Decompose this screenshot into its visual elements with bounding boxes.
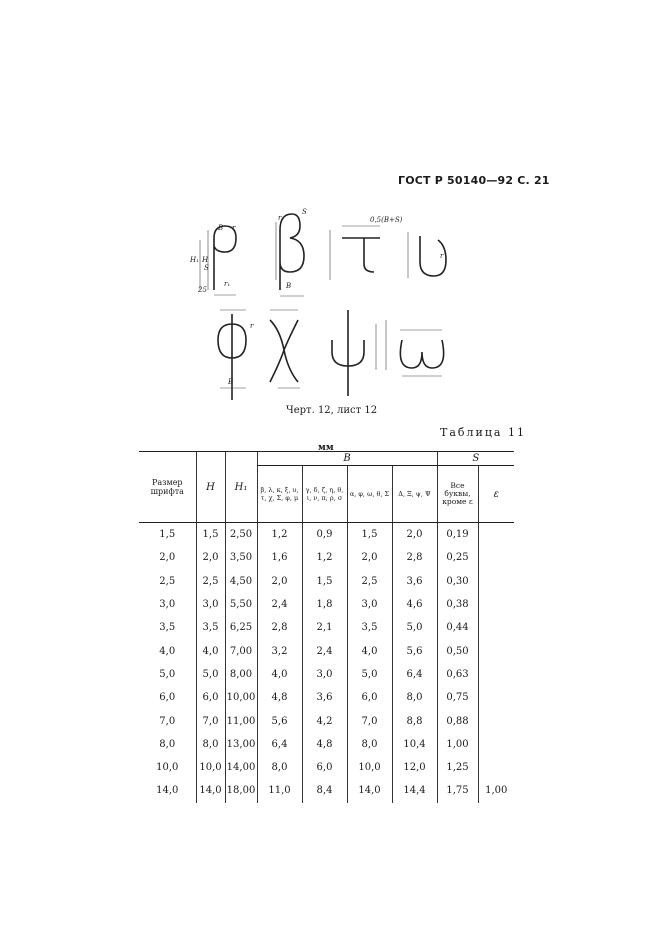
- letter-construction-drawing: [180, 200, 480, 400]
- fig-label: H₁: [190, 256, 199, 264]
- table-cell: 1,75: [437, 779, 478, 802]
- table-cell: 4,0: [159, 645, 176, 657]
- table-cell: 1,5: [196, 523, 225, 547]
- psi-glyph: [332, 310, 364, 396]
- table-cell: 0,88: [437, 709, 478, 732]
- table-cell: 8,0: [257, 756, 302, 779]
- fig-label: B: [218, 224, 224, 232]
- fig-label: r: [250, 322, 254, 330]
- col-group-S: S: [437, 452, 514, 466]
- table-row: [139, 546, 514, 569]
- table-cell: 0,19: [437, 523, 478, 547]
- table-cell: 0,30: [437, 570, 478, 593]
- table-cell: 0,63: [437, 663, 478, 686]
- table-cell: 2,4: [302, 639, 347, 662]
- table-row: [139, 616, 514, 639]
- table-cell: 1,00: [478, 779, 514, 802]
- table-cell: 14,0: [156, 785, 179, 797]
- table-cell: 2,4: [257, 593, 302, 616]
- fig-label: r: [440, 252, 444, 260]
- table-cell: 14,4: [392, 779, 437, 802]
- table-cell: 2,1: [302, 616, 347, 639]
- table-cell: 0,9: [302, 523, 347, 547]
- table-row: [139, 593, 514, 616]
- table-cell: [478, 756, 514, 779]
- table-row: [139, 663, 514, 686]
- tau-glyph: [342, 238, 380, 272]
- table-cell: 3,6: [392, 570, 437, 593]
- table-cell: 7,0: [347, 709, 392, 732]
- table-cell: 4,8: [302, 733, 347, 756]
- table-cell: 1,5: [302, 570, 347, 593]
- table-row: [139, 733, 514, 756]
- table-cell: 4,6: [392, 593, 437, 616]
- table-body: [139, 523, 514, 803]
- table-row: [139, 779, 514, 802]
- figure-caption: Черт. 12, лист 12: [286, 405, 378, 416]
- table-cell: 3,5: [196, 616, 225, 639]
- table-row: [139, 756, 514, 779]
- col-s2: ε: [478, 466, 514, 523]
- table-cell: 11,0: [257, 779, 302, 802]
- table-cell: 2,0: [159, 552, 176, 564]
- fig-label: r₁: [278, 214, 285, 222]
- omega-glyph: [400, 340, 443, 368]
- table-cell: [478, 570, 514, 593]
- page-header: ГОСТ Р 50140—92 С. 21: [398, 174, 550, 187]
- table-cell: 0,44: [437, 616, 478, 639]
- table-cell: 5,6: [392, 639, 437, 662]
- table-cell: 12,0: [392, 756, 437, 779]
- table-cell: 3,50: [225, 546, 257, 569]
- col-size: Размер шрифта: [139, 452, 196, 523]
- table-cell: 10,0: [156, 762, 179, 774]
- table-cell: 6,4: [392, 663, 437, 686]
- table-cell: 4,8: [257, 686, 302, 709]
- table-row: [139, 570, 514, 593]
- table-cell: 5,6: [257, 709, 302, 732]
- table-cell: 6,0: [159, 692, 176, 704]
- col-b2: γ, δ, ζ, η, θ, ι, ν, π, ρ, σ: [302, 466, 347, 523]
- table-cell: 5,0: [196, 663, 225, 686]
- table-cell: 11,00: [225, 709, 257, 732]
- table-title: Таблица 11: [440, 426, 526, 439]
- col-b1: β, λ, κ, ξ, υ, τ, χ, Σ, φ, μ: [257, 466, 302, 523]
- table-cell: 3,6: [302, 686, 347, 709]
- table-cell: 8,00: [225, 663, 257, 686]
- table-cell: 14,0: [196, 779, 225, 802]
- table-cell: 2,5: [159, 575, 176, 587]
- table-cell: 1,00: [437, 733, 478, 756]
- table-cell: [478, 709, 514, 732]
- col-H1: H₁: [225, 452, 257, 523]
- fig-label: r: [232, 224, 236, 232]
- table-cell: 10,4: [392, 733, 437, 756]
- table-cell: 2,8: [392, 546, 437, 569]
- fig-label: S: [204, 264, 209, 272]
- col-b4: Δ, Ξ, ψ, Ψ: [392, 466, 437, 523]
- table-cell: 8,0: [392, 686, 437, 709]
- fig-label: B: [228, 378, 234, 386]
- table-cell: 3,0: [302, 663, 347, 686]
- table-cell: 2,5: [196, 570, 225, 593]
- table-cell: 7,0: [159, 715, 176, 727]
- table-cell: 18,00: [225, 779, 257, 802]
- table-cell: 14,00: [225, 756, 257, 779]
- table-cell: 6,0: [347, 686, 392, 709]
- table-row: [139, 639, 514, 662]
- fig-label: H: [202, 256, 209, 264]
- table-cell: 2,0: [196, 546, 225, 569]
- table-cell: 3,5: [347, 616, 392, 639]
- col-b3: α, φ, ω, θ, Σ: [347, 466, 392, 523]
- fig-label: 25: [198, 286, 207, 294]
- table-cell: 5,0: [392, 616, 437, 639]
- table-cell: 3,0: [159, 599, 176, 611]
- table-units: мм: [318, 443, 334, 453]
- table-cell: [478, 663, 514, 686]
- table-cell: 3,0: [196, 593, 225, 616]
- table-cell: [478, 733, 514, 756]
- fig-label: B: [286, 282, 292, 290]
- col-s1: Все буквы, кроме ε: [437, 466, 478, 523]
- table-cell: 2,0: [347, 546, 392, 569]
- table-cell: 10,0: [347, 756, 392, 779]
- table-cell: 4,2: [302, 709, 347, 732]
- table-cell: 1,5: [159, 529, 176, 541]
- table-cell: [478, 639, 514, 662]
- table-cell: 4,50: [225, 570, 257, 593]
- table-cell: 1,2: [302, 546, 347, 569]
- table-cell: [478, 593, 514, 616]
- table-cell: 8,4: [302, 779, 347, 802]
- table-cell: 10,0: [196, 756, 225, 779]
- table-cell: 3,5: [159, 622, 176, 634]
- table-cell: 3,2: [257, 639, 302, 662]
- fig-label: 0,5(B+S): [370, 216, 403, 224]
- table-cell: [478, 523, 514, 547]
- table-cell: [478, 546, 514, 569]
- table-cell: 4,0: [257, 663, 302, 686]
- table-row: [139, 523, 514, 547]
- dimensions-table: [139, 451, 514, 803]
- table-cell: 6,25: [225, 616, 257, 639]
- table-cell: 6,0: [196, 686, 225, 709]
- table-cell: 7,00: [225, 639, 257, 662]
- table-row: [139, 686, 514, 709]
- table-cell: 5,50: [225, 593, 257, 616]
- table-cell: 1,6: [257, 546, 302, 569]
- table-cell: 1,5: [347, 523, 392, 547]
- chi-glyph: [270, 320, 298, 382]
- table-cell: 1,8: [302, 593, 347, 616]
- table-cell: [478, 616, 514, 639]
- table-cell: [478, 686, 514, 709]
- phi-glyph: [218, 314, 246, 400]
- table-cell: 0,25: [437, 546, 478, 569]
- table-cell: 8,0: [196, 733, 225, 756]
- table-cell: 2,0: [257, 570, 302, 593]
- table-cell: 10,00: [225, 686, 257, 709]
- table-cell: 2,8: [257, 616, 302, 639]
- col-H: H: [196, 452, 225, 523]
- table-cell: 1,25: [437, 756, 478, 779]
- fig-label: S: [302, 208, 307, 216]
- table-cell: 0,50: [437, 639, 478, 662]
- table-cell: 4,0: [196, 639, 225, 662]
- table-cell: 2,0: [392, 523, 437, 547]
- table-cell: 5,0: [347, 663, 392, 686]
- table-cell: 3,0: [347, 593, 392, 616]
- table-cell: 6,0: [302, 756, 347, 779]
- table-cell: 8,0: [347, 733, 392, 756]
- table-cell: 0,38: [437, 593, 478, 616]
- table-cell: 2,50: [225, 523, 257, 547]
- table-cell: 2,5: [347, 570, 392, 593]
- beta-glyph: [280, 214, 304, 290]
- fig-label: r₁: [224, 280, 231, 288]
- table-cell: 1,2: [257, 523, 302, 547]
- table-cell: 4,0: [347, 639, 392, 662]
- table-cell: 7,0: [196, 709, 225, 732]
- table-cell: 5,0: [159, 668, 176, 680]
- table-row: [139, 709, 514, 732]
- table-cell: 6,4: [257, 733, 302, 756]
- table-cell: 13,00: [225, 733, 257, 756]
- table-cell: 14,0: [347, 779, 392, 802]
- table-cell: 8,8: [392, 709, 437, 732]
- table-cell: 8,0: [159, 738, 176, 750]
- table-cell: 0,75: [437, 686, 478, 709]
- col-group-B: B: [257, 452, 437, 466]
